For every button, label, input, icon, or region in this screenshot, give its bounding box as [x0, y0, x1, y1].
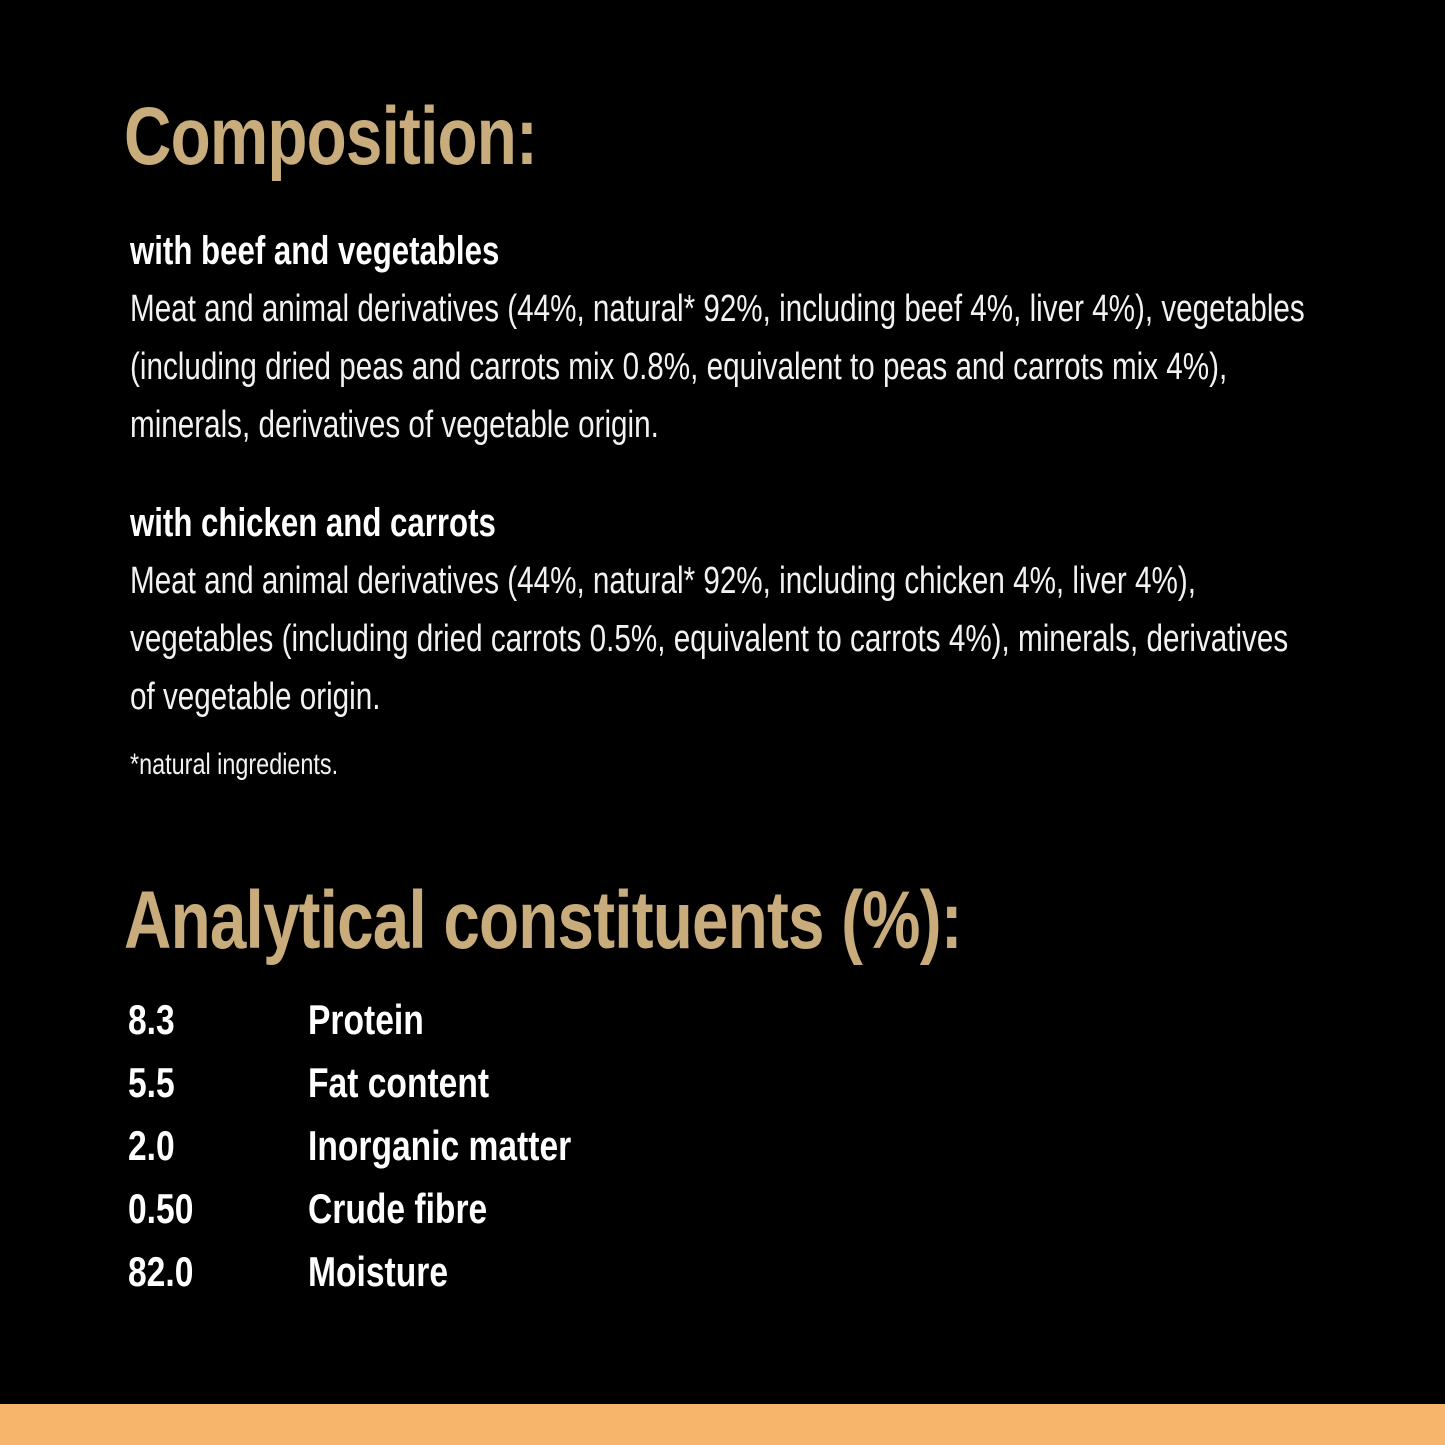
constituent-value: 8.3 [128, 996, 175, 1043]
constituent-name: Crude fibre [308, 1185, 488, 1232]
constituent-value: 0.50 [128, 1185, 194, 1232]
constituent-name: Fat content [308, 1059, 490, 1106]
constituent-value: 5.5 [128, 1059, 175, 1106]
table-row [128, 996, 1028, 1059]
section-text: Meat and animal derivatives (44%, natural* 92%, including beef 4%, liver 4%), vegetables (including dried peas and carrots mix 0.8%, equivalent to peas and carrots mix 4%), minerals, derivatives of vegetable origin. [130, 288, 1305, 446]
section-heading: with beef and vegetables [130, 229, 500, 273]
table-row [128, 1185, 1028, 1248]
constituent-value: 2.0 [128, 1122, 175, 1169]
section-heading: with chicken and carrots [130, 501, 496, 545]
constituent-name: Moisture [308, 1248, 449, 1295]
constituent-name: Inorganic matter [308, 1122, 572, 1169]
constituent-name: Protein [308, 996, 424, 1043]
composition-section-beef [130, 222, 1316, 454]
constituent-value: 82.0 [128, 1248, 194, 1295]
analytical-title: Analytical constituents (%): [124, 875, 962, 966]
bottom-accent-bar [0, 1404, 1445, 1445]
composition-title: Composition: [124, 91, 538, 182]
analytical-table [128, 996, 1028, 1311]
section-text: Meat and animal derivatives (44%, natural* 92%, including chicken 4%, liver 4%), vegetables (including dried carrots 0.5%, equivalent to carrots 4%), minerals, derivatives of vegetable origin. [130, 560, 1289, 718]
composition-section-chicken [130, 494, 1316, 726]
footnote: *natural ingredients. [130, 748, 339, 781]
table-row [128, 1248, 1028, 1311]
table-row [128, 1122, 1028, 1185]
table-row [128, 1059, 1028, 1122]
